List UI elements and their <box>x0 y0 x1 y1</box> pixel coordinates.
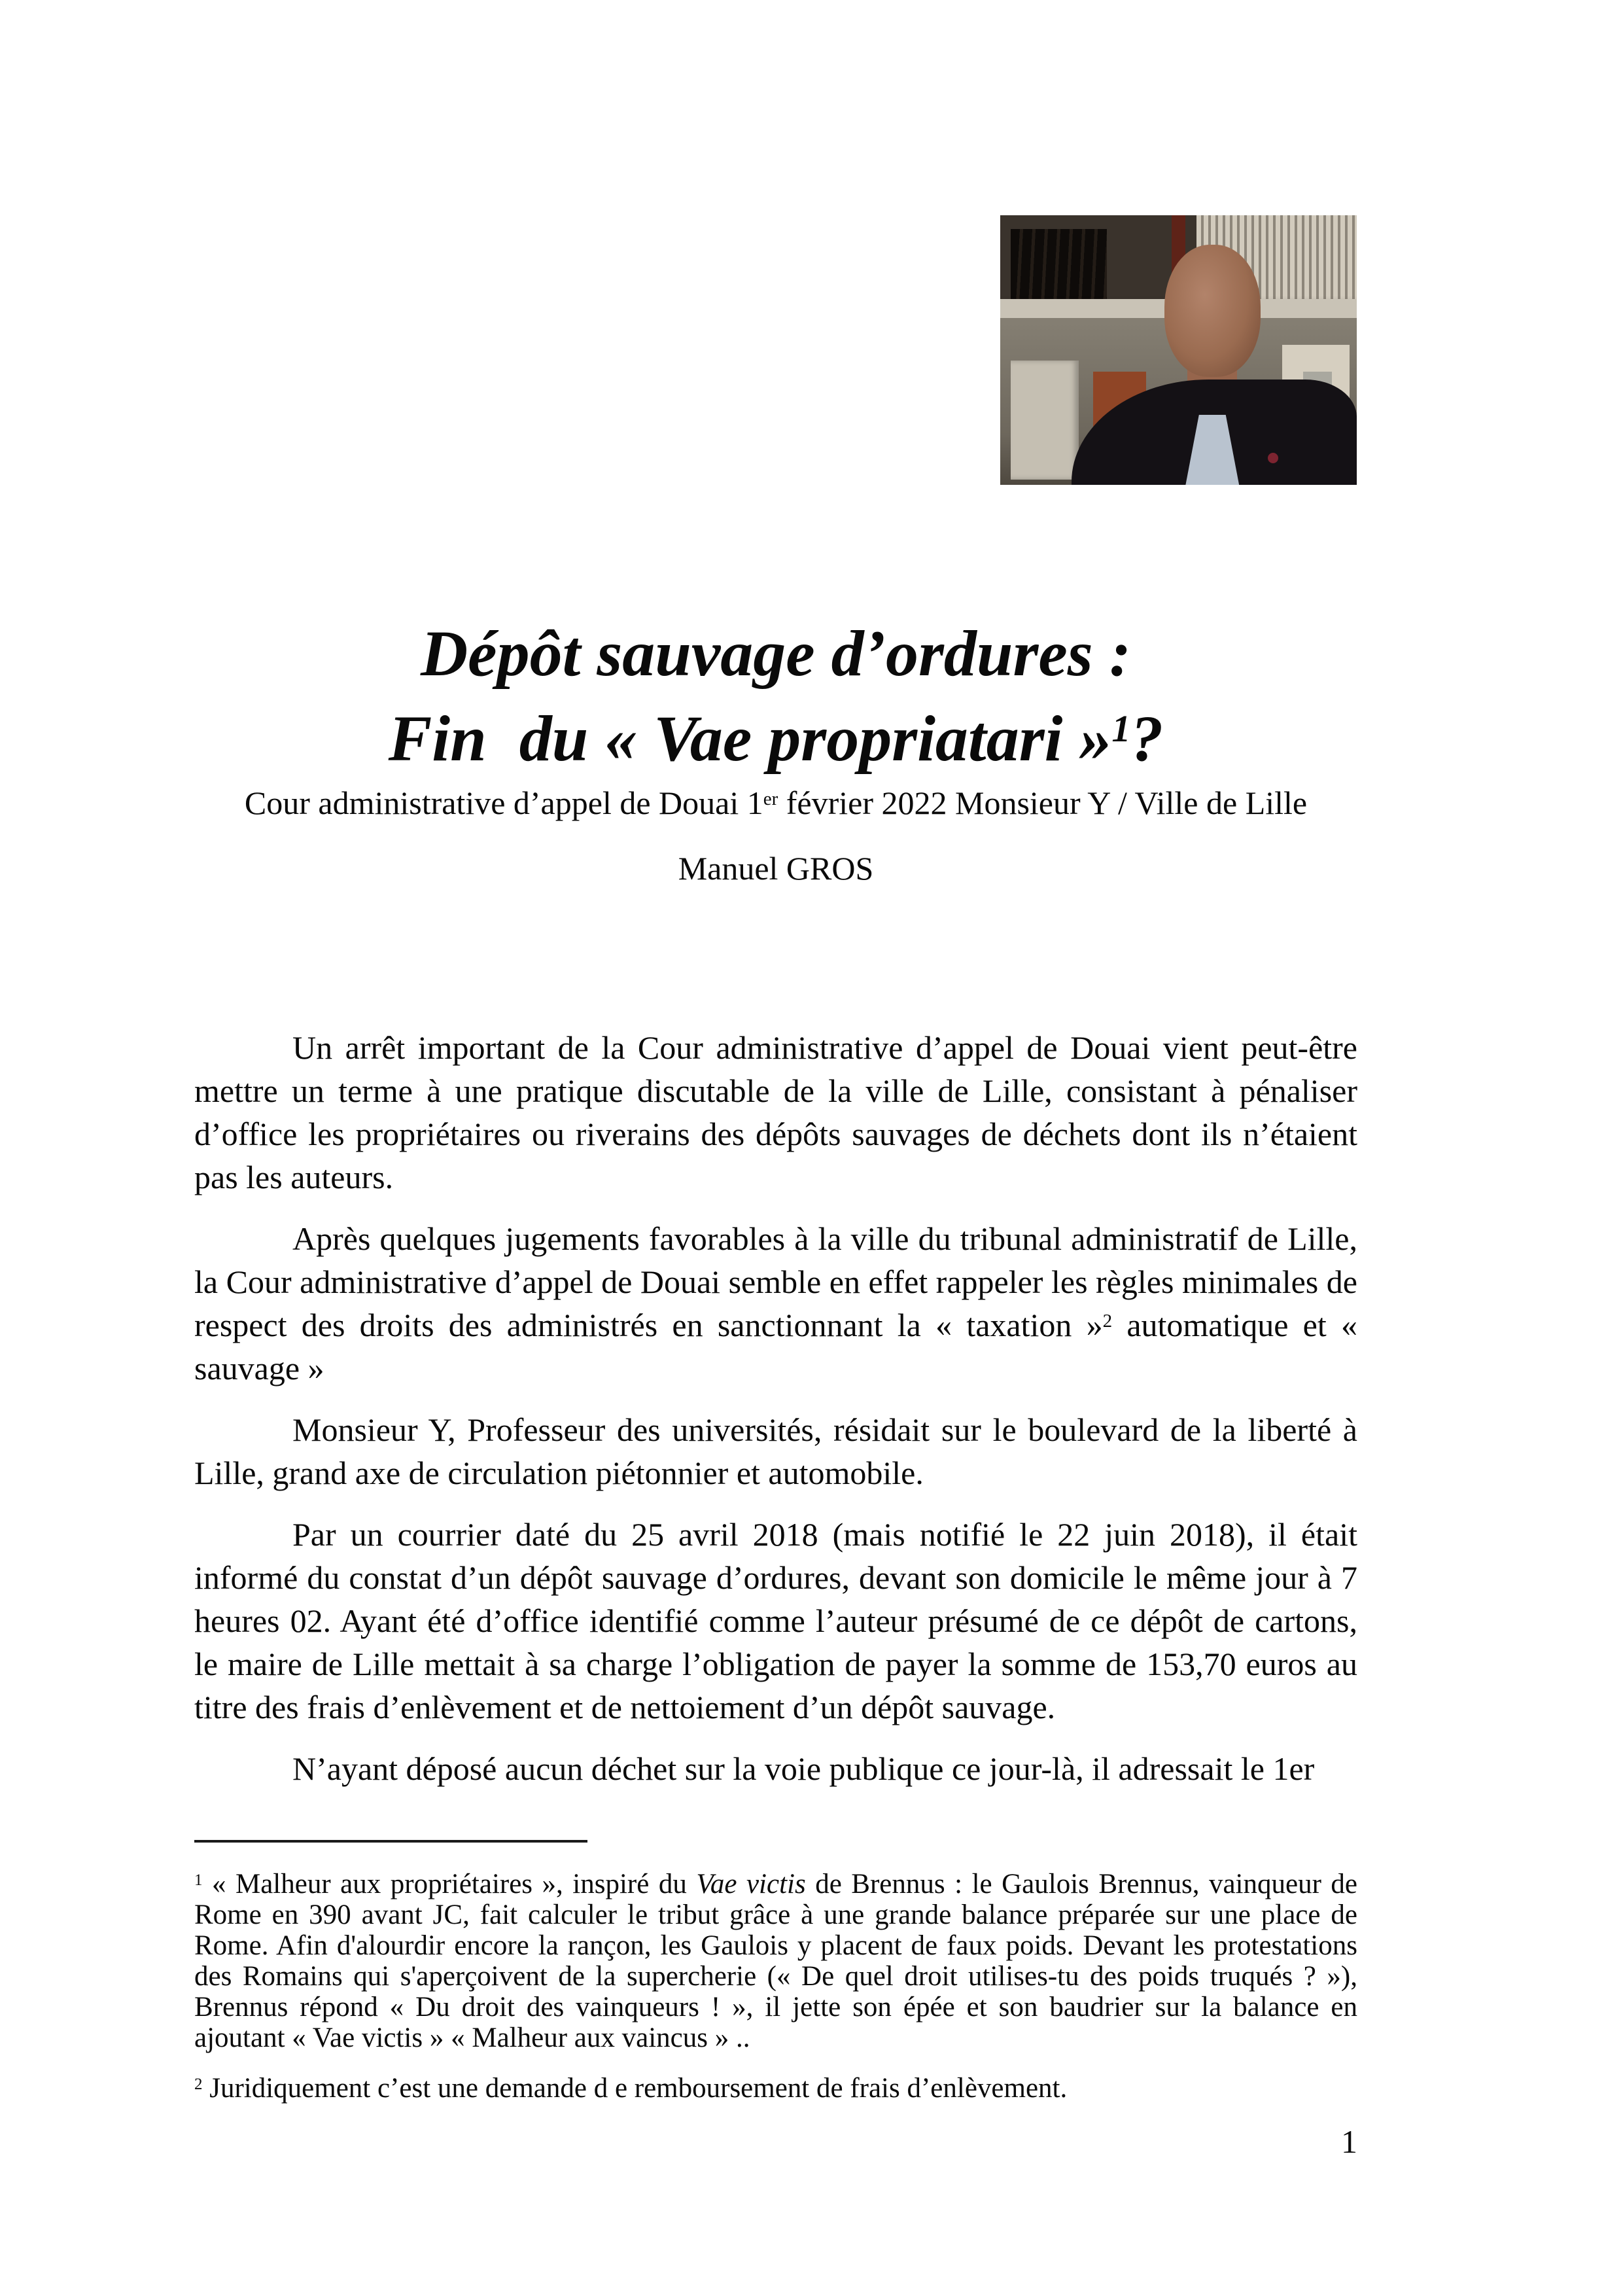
portrait-photo <box>1000 215 1357 485</box>
article-body <box>194 1026 1357 1809</box>
photo-man-head <box>1164 245 1261 377</box>
body-paragraph: Un arrêt important de la Cour administrative d’appel de Douai vient peut-être mettre un terme à une pratique discutable de la ville de Lille, consistant à pénaliser d’office les propriétaires ou riverains des dépôts sauvages de déchets dont ils n’étaient pas les auteurs. <box>194 1029 1357 1195</box>
article-header <box>194 611 1357 890</box>
body-paragraph: N’ayant déposé aucun déchet sur la voie publique ce jour-là, il adressait le 1er <box>292 1750 1315 1787</box>
photo-lapel-pin <box>1268 453 1278 463</box>
body-paragraph: Monsieur Y, Professeur des universités, résidait sur le boulevard de la liberté à Lille, grand axe de circulation piétonnier et automobile. <box>194 1411 1357 1491</box>
body-paragraph: Après quelques jugements favorables à la ville du tribunal administratif de Lille, la Cour administrative d’appel de Douai semble en effet rappeler les règles minimales de respect des droits des administrés en sanctionnant la « taxation »$^2$ automatique et « sauvage » <box>194 1220 1357 1386</box>
footnote-separator-line <box>194 1840 587 1843</box>
photo-white-book-cover <box>1011 361 1079 479</box>
case-reference-subtitle: Cour administrative d’appel de Douai 1er février 2022 Monsieur Y / Ville de Lille <box>244 785 1308 821</box>
footnotes-section <box>194 1869 1357 2104</box>
footnote-1: $^1$ « Malheur aux propriétaires », inspiré du Vae victis de Brennus : le Gaulois Brennus, vainqueur de Rome en 390 avant JC, fait calculer le tribut grâce à une grande balance préparée sur une place de Rome. Afin d'alourdir encore la rançon, les Gaulois y placent de faux poids. Devant les protestations des Romains qui s'aperçoivent de la supercherie (« De quel droit utilises-tu des poids truqués ? »), Brennus répond « Du droit des vainqueurs ! », il jette son épée et son baudrier sur la balance en ajoutant « Vae victis » « Malheur aux vaincus » .. <box>194 1869 1357 2053</box>
footnote-2: $^2$ Juridiquement c’est une demande d e remboursement de frais d’enlèvement. <box>194 2073 1068 2104</box>
body-paragraph: Par un courrier daté du 25 avril 2018 (mais notifié le 22 juin 2018), il était informé du constat d’un dépôt sauvage d’ordures, devant son domicile le même jour à 7 heures 02. Ayant été d’office identifié comme l’auteur présumé de ce dépôt de cartons, le maire de Lille mettait à sa charge l’obligation de payer la somme de 153,70 euros au titre des frais d’enlèvement et de nettoiement d’un dépôt sauvage. <box>194 1516 1357 1725</box>
article-title-line1: Dépôt sauvage d’ordures : <box>420 617 1132 690</box>
author-name: Manuel GROS <box>678 850 874 887</box>
photo-dark-books <box>1011 229 1107 304</box>
page-number: 1 <box>1341 2123 1357 2160</box>
article-title-line2: Fin du « Vae propriatari »$^1$? <box>388 702 1164 775</box>
